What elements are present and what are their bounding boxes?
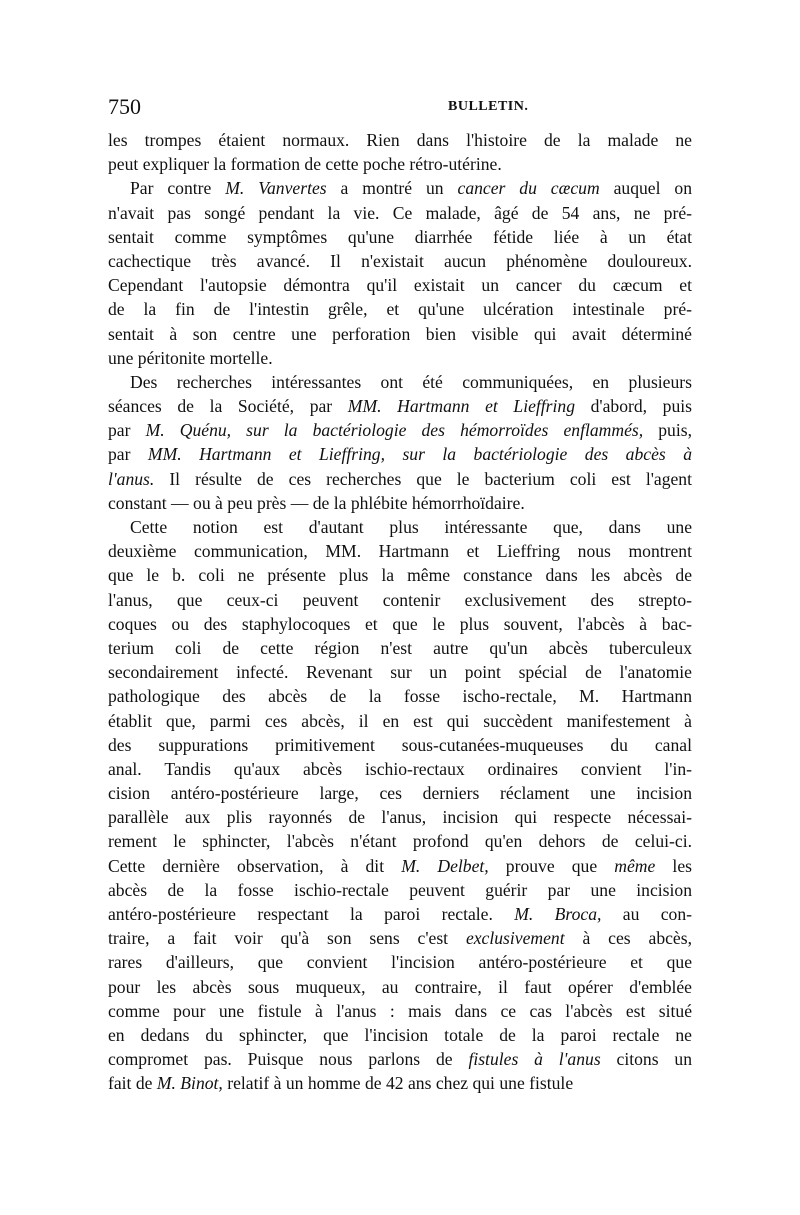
text-segment: les trompes étaient normaux. Rien dans l'histoire de la malade ne [108, 130, 692, 150]
italic-text: M. Quénu, sur la bactériologie des hémorroïdes enflammés, [145, 420, 644, 441]
text-line [108, 176, 692, 200]
page-number: 750 [108, 94, 141, 119]
italic-text: fistules à l'anus [468, 1049, 601, 1070]
text-segment: abcès de la fosse ischio-rectale peuvent guérir par une incision [108, 879, 692, 900]
italic-text: M. Delbet, [401, 855, 489, 876]
text-line [108, 709, 692, 733]
text-segment: puis, [643, 420, 692, 441]
italic-text: M. Binot, [156, 1073, 223, 1094]
text-segment: a montré un [326, 178, 458, 199]
text-segment: Cette dernière observation, à dit [108, 855, 402, 876]
text-line [108, 757, 692, 781]
text-line [108, 684, 692, 708]
italic-text: cancer du cæcum [457, 178, 600, 199]
text-line [108, 128, 692, 152]
text-segment: peut expliquer la formation de cette poche rétro-utérine. [108, 154, 502, 175]
text-line [108, 660, 692, 684]
text-line [108, 854, 692, 878]
text-segment: relatif à un homme de 42 ans chez qui une fistule [222, 1073, 574, 1094]
text-line [108, 781, 692, 805]
italic-text: M. Broca, [514, 904, 602, 924]
text-segment: par [108, 444, 148, 465]
text-line [108, 346, 692, 370]
text-line [108, 491, 692, 515]
italic-text: l'anus. [108, 468, 155, 489]
text-segment: sentait à son centre une perforation bien visible qui avait déterminé [108, 323, 692, 344]
text-line [108, 201, 692, 225]
text-line [108, 322, 692, 346]
text-segment: compromet pas. Puisque nous parlons de [108, 1049, 469, 1070]
text-segment: en dedans du sphincter, que l'incision totale de la paroi rectale ne [108, 1024, 692, 1045]
text-line [108, 902, 692, 926]
text-line [108, 273, 692, 297]
italic-text: MM. Hartmann et Lieffring [347, 396, 575, 417]
text-line [108, 515, 692, 539]
text-segment: par [108, 420, 146, 441]
text-segment: établit que, parmi ces abcès, il en est qui succèdent manifestement à [108, 710, 692, 731]
text-segment: n'avait pas songé pendant la vie. Ce malade, âgé de 54 ans, ne pré- [108, 202, 692, 223]
text-line [108, 225, 692, 249]
body-text [108, 128, 692, 1096]
text-segment: pour les abcès sous muqueux, au contraire, il faut opérer d'emblée [108, 976, 692, 997]
text-line [108, 926, 692, 950]
text-line [108, 1047, 692, 1071]
text-segment: que le b. coli ne présente plus la même constance dans les abcès de [108, 565, 692, 586]
text-segment: constant — ou à peu près — de la phlébite hémorrhoïdaire. [108, 492, 525, 513]
text-segment: fait de [108, 1073, 157, 1094]
text-line [108, 563, 692, 587]
text-segment: traire, a fait voir qu'à son sens c'est [108, 928, 466, 949]
italic-text: exclusivement [465, 928, 565, 949]
text-segment: d'abord, puis [575, 396, 692, 417]
italic-text: même [614, 855, 656, 876]
text-segment: des suppurations primitivement sous-cutanées-muqueuses du canal [108, 734, 692, 755]
text-segment: cision antéro-postérieure large, ces derniers réclament une incision [108, 783, 692, 804]
text-segment: secondairement infecté. Revenant sur un point spécial de l'anatomie [108, 662, 692, 683]
text-line [108, 467, 692, 491]
running-head: BULLETIN. [448, 99, 529, 114]
text-segment: Des recherches intéressantes ont été communiquées, en plusieurs [130, 371, 692, 392]
text-segment: coques ou des staphylocoques et que le plus souvent, l'abcès à bac- [108, 613, 692, 634]
text-line [108, 588, 692, 612]
italic-text: M. Vanvertes [225, 178, 327, 199]
text-line [108, 733, 692, 757]
text-segment: les [655, 855, 692, 876]
text-line [108, 297, 692, 321]
text-line [108, 636, 692, 660]
page-header [108, 94, 692, 124]
text-segment: comme pour une fistule à l'anus : mais dans ce cas l'abcès est situé [108, 1000, 692, 1021]
text-line [108, 612, 692, 636]
text-line [108, 152, 692, 176]
text-segment: anal. Tandis qu'aux abcès ischio-rectaux ordinaires convient l'in- [108, 758, 692, 779]
text-segment: au con- [601, 904, 692, 924]
text-line [108, 829, 692, 853]
text-segment: Cette notion est d'autant plus intéressante que, dans une [130, 517, 692, 537]
text-segment: rares d'ailleurs, que convient l'incision antéro-postérieure et que [108, 952, 692, 973]
text-line [108, 1071, 692, 1095]
text-segment: l'anus, que ceux-ci peuvent contenir exclusivement des strepto- [108, 589, 692, 610]
text-segment: rement le sphincter, l'abcès n'étant profond qu'en dehors de celui-ci. [108, 831, 692, 852]
text-line [108, 950, 692, 974]
text-line [108, 805, 692, 829]
text-segment: Cependant l'autopsie démontra qu'il existait un cancer du cæcum et [108, 275, 692, 296]
text-segment: antéro-postérieure respectant la paroi rectale. [108, 904, 515, 924]
text-line [108, 1023, 692, 1047]
text-segment: une péritonite mortelle. [108, 347, 273, 368]
text-line [108, 370, 692, 394]
text-segment: terium coli de cette région n'est autre qu'un abcès tuberculeux [108, 637, 692, 658]
text-segment: parallèle aux plis rayonnés de l'anus, incision qui respecte nécessai- [108, 807, 692, 828]
text-line [108, 539, 692, 563]
text-segment: séances de la Société, par [108, 396, 348, 417]
text-line [108, 442, 692, 466]
italic-text: MM. Hartmann et Lieffring, sur la bactériologie des abcès à [147, 444, 692, 465]
text-segment: sentait comme symptômes qu'une diarrhée fétide liée à un état [108, 226, 692, 247]
text-line [108, 975, 692, 999]
text-segment: cachectique très avancé. Il n'existait aucun phénomène douloureux. [108, 250, 692, 271]
text-segment: Il résulte de ces recherches que le bacterium coli est l'agent [154, 468, 692, 489]
text-line [108, 249, 692, 273]
text-segment: deuxième communication, MM. Hartmann et Lieffring nous montrent [108, 541, 692, 562]
text-line [108, 394, 692, 418]
text-segment: prouve que [488, 855, 615, 876]
text-segment: à ces abcès, [564, 928, 692, 949]
text-segment: de la fin de l'intestin grêle, et qu'une ulcération intestinale pré- [108, 299, 692, 320]
text-line [108, 878, 692, 902]
text-segment: auquel on [599, 178, 692, 199]
text-segment: pathologique des abcès de la fosse ischo-rectale, M. Hartmann [108, 686, 692, 707]
text-line [108, 999, 692, 1023]
text-segment: Par contre [130, 178, 226, 199]
text-line [108, 418, 692, 442]
text-segment: citons un [600, 1049, 692, 1070]
